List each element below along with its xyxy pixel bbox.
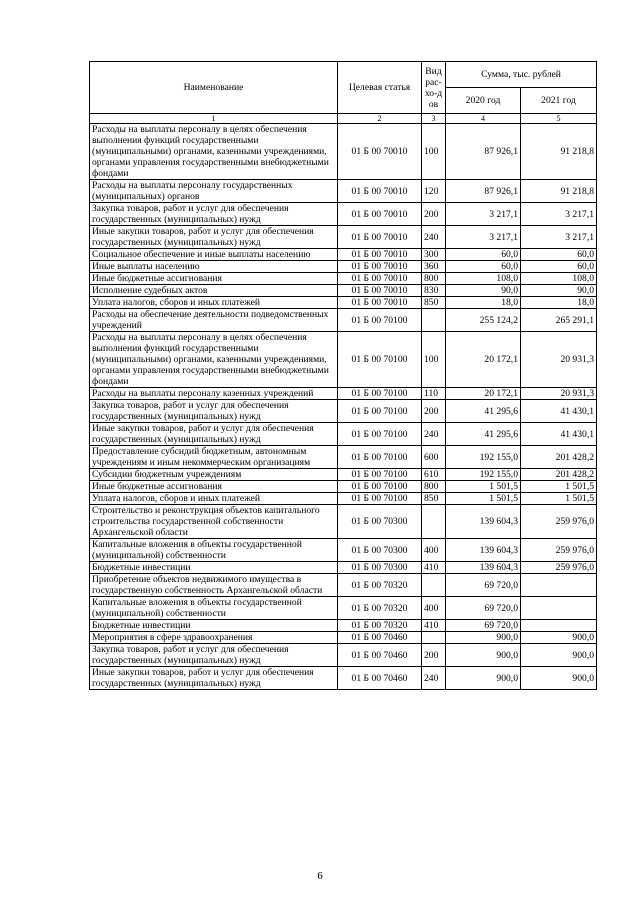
row-amount-2021: 41 430,1 bbox=[521, 423, 597, 446]
row-expense-kind: 850 bbox=[422, 493, 446, 505]
row-amount-2020: 3 217,1 bbox=[446, 203, 521, 226]
row-amount-2020: 1 501,5 bbox=[446, 481, 521, 493]
row-target-article: 01 Б 00 70100 bbox=[338, 388, 422, 400]
row-name: Социальное обеспечение и иные выплаты населению bbox=[90, 249, 338, 261]
row-name: Расходы на выплаты персоналу в целях обеспечения выполнения функций государственными (муниципальными) органами, казенными учреждениями, органами управления государственными внебюджетными фондами bbox=[90, 124, 338, 180]
header-target-article: Целевая статья bbox=[338, 62, 422, 114]
row-amount-2021: 60,0 bbox=[521, 261, 597, 273]
row-amount-2021 bbox=[521, 620, 597, 632]
table-row bbox=[90, 226, 597, 249]
row-name: Расходы на выплаты персоналу казенных учреждений bbox=[90, 388, 338, 400]
row-name: Предоставление субсидий бюджетным, автономным учреждениям и иным некоммерческим организациям bbox=[90, 446, 338, 469]
row-amount-2020: 900,0 bbox=[446, 632, 521, 644]
row-expense-kind: 240 bbox=[422, 667, 446, 690]
row-target-article: 01 Б 00 70010 bbox=[338, 297, 422, 309]
row-target-article: 01 Б 00 70300 bbox=[338, 539, 422, 562]
row-name: Мероприятия в сфере здравоохранения bbox=[90, 632, 338, 644]
row-amount-2020: 108,0 bbox=[446, 273, 521, 285]
table-row bbox=[90, 620, 597, 632]
row-amount-2020: 255 124,2 bbox=[446, 309, 521, 332]
row-expense-kind: 410 bbox=[422, 562, 446, 574]
row-amount-2020: 60,0 bbox=[446, 261, 521, 273]
row-expense-kind: 850 bbox=[422, 297, 446, 309]
header-expense-kind: Вид рас-хо-дов bbox=[422, 62, 446, 114]
row-amount-2021: 259 976,0 bbox=[521, 539, 597, 562]
row-name: Расходы на выплаты персоналу в целях обеспечения выполнения функций государственными (муниципальными) органами, казенными учреждениями, органами управления государственными внебюджетными фондами bbox=[90, 332, 338, 388]
row-amount-2021: 900,0 bbox=[521, 632, 597, 644]
row-expense-kind bbox=[422, 309, 446, 332]
row-amount-2020: 900,0 bbox=[446, 667, 521, 690]
row-name: Иные бюджетные ассигнования bbox=[90, 481, 338, 493]
table-row bbox=[90, 203, 597, 226]
row-expense-kind: 240 bbox=[422, 423, 446, 446]
row-expense-kind bbox=[422, 632, 446, 644]
row-expense-kind: 120 bbox=[422, 180, 446, 203]
row-amount-2021: 265 291,1 bbox=[521, 309, 597, 332]
row-amount-2020: 139 604,3 bbox=[446, 505, 521, 539]
row-amount-2020: 18,0 bbox=[446, 297, 521, 309]
row-amount-2020: 69 720,0 bbox=[446, 597, 521, 620]
row-amount-2021: 60,0 bbox=[521, 249, 597, 261]
row-target-article: 01 Б 00 70010 bbox=[338, 261, 422, 273]
column-index: 1 bbox=[90, 114, 338, 124]
table-row bbox=[90, 297, 597, 309]
row-expense-kind: 360 bbox=[422, 261, 446, 273]
row-target-article: 01 Б 00 70100 bbox=[338, 400, 422, 423]
row-expense-kind: 400 bbox=[422, 597, 446, 620]
row-name: Закупка товаров, работ и услуг для обеспечения государственных (муниципальных) нужд bbox=[90, 203, 338, 226]
row-name: Капитальные вложения в объекты государственной (муниципальной) собственности bbox=[90, 539, 338, 562]
row-expense-kind: 200 bbox=[422, 644, 446, 667]
row-name: Капитальные вложения в объекты государственной (муниципальной) собственности bbox=[90, 597, 338, 620]
row-amount-2020: 90,0 bbox=[446, 285, 521, 297]
row-target-article: 01 Б 00 70320 bbox=[338, 597, 422, 620]
row-target-article: 01 Б 00 70100 bbox=[338, 332, 422, 388]
table-row bbox=[90, 388, 597, 400]
row-amount-2021: 20 931,3 bbox=[521, 388, 597, 400]
row-amount-2020: 192 155,0 bbox=[446, 446, 521, 469]
row-amount-2021: 108,0 bbox=[521, 273, 597, 285]
row-amount-2020: 192 155,0 bbox=[446, 469, 521, 481]
row-name: Закупка товаров, работ и услуг для обеспечения государственных (муниципальных) нужд bbox=[90, 400, 338, 423]
row-amount-2020: 139 604,3 bbox=[446, 562, 521, 574]
row-amount-2021: 20 931,3 bbox=[521, 332, 597, 388]
row-amount-2020: 41 295,6 bbox=[446, 423, 521, 446]
row-amount-2020: 3 217,1 bbox=[446, 226, 521, 249]
table-row bbox=[90, 249, 597, 261]
table-row bbox=[90, 400, 597, 423]
row-expense-kind: 110 bbox=[422, 388, 446, 400]
row-name: Иные закупки товаров, работ и услуг для обеспечения государственных (муниципальных) нужд bbox=[90, 226, 338, 249]
column-index: 3 bbox=[422, 114, 446, 124]
row-target-article: 01 Б 00 70010 bbox=[338, 124, 422, 180]
row-amount-2021: 259 976,0 bbox=[521, 505, 597, 539]
table-row bbox=[90, 124, 597, 180]
row-expense-kind: 100 bbox=[422, 332, 446, 388]
table-row bbox=[90, 332, 597, 388]
row-target-article: 01 Б 00 70100 bbox=[338, 493, 422, 505]
row-expense-kind: 800 bbox=[422, 481, 446, 493]
row-expense-kind: 100 bbox=[422, 124, 446, 180]
table-row bbox=[90, 632, 597, 644]
header-year-2021: 2021 год bbox=[521, 88, 597, 114]
row-target-article: 01 Б 00 70300 bbox=[338, 505, 422, 539]
row-amount-2020: 20 172,1 bbox=[446, 332, 521, 388]
row-expense-kind: 200 bbox=[422, 400, 446, 423]
row-amount-2020: 1 501,5 bbox=[446, 493, 521, 505]
row-expense-kind: 610 bbox=[422, 469, 446, 481]
row-target-article: 01 Б 00 70100 bbox=[338, 423, 422, 446]
row-name: Иные закупки товаров, работ и услуг для обеспечения государственных (муниципальных) нужд bbox=[90, 667, 338, 690]
row-target-article: 01 Б 00 70100 bbox=[338, 309, 422, 332]
column-index: 2 bbox=[338, 114, 422, 124]
column-index: 5 bbox=[521, 114, 597, 124]
row-target-article: 01 Б 00 70300 bbox=[338, 562, 422, 574]
row-amount-2020: 60,0 bbox=[446, 249, 521, 261]
row-target-article: 01 Б 00 70320 bbox=[338, 574, 422, 597]
table-row bbox=[90, 539, 597, 562]
row-name: Уплата налогов, сборов и иных платежей bbox=[90, 297, 338, 309]
row-target-article: 01 Б 00 70010 bbox=[338, 273, 422, 285]
row-expense-kind bbox=[422, 505, 446, 539]
row-name: Расходы на обеспечение деятельности подведомственных учреждений bbox=[90, 309, 338, 332]
table-row bbox=[90, 309, 597, 332]
row-expense-kind: 200 bbox=[422, 203, 446, 226]
row-expense-kind: 830 bbox=[422, 285, 446, 297]
row-expense-kind bbox=[422, 574, 446, 597]
row-expense-kind: 300 bbox=[422, 249, 446, 261]
row-amount-2021: 41 430,1 bbox=[521, 400, 597, 423]
row-amount-2021: 3 217,1 bbox=[521, 226, 597, 249]
row-amount-2021: 900,0 bbox=[521, 644, 597, 667]
header-year-2020: 2020 год bbox=[446, 88, 521, 114]
table-row bbox=[90, 423, 597, 446]
row-target-article: 01 Б 00 70460 bbox=[338, 632, 422, 644]
row-target-article: 01 Б 00 70010 bbox=[338, 203, 422, 226]
row-name: Иные бюджетные ассигнования bbox=[90, 273, 338, 285]
table-row bbox=[90, 273, 597, 285]
table-row bbox=[90, 597, 597, 620]
table-row bbox=[90, 574, 597, 597]
table-row bbox=[90, 493, 597, 505]
row-amount-2021: 91 218,8 bbox=[521, 124, 597, 180]
row-target-article: 01 Б 00 70010 bbox=[338, 226, 422, 249]
row-name: Расходы на выплаты персоналу государственных (муниципальных) органов bbox=[90, 180, 338, 203]
table-row bbox=[90, 285, 597, 297]
row-amount-2020: 69 720,0 bbox=[446, 574, 521, 597]
header-name: Наименование bbox=[90, 62, 338, 114]
row-name: Бюджетные инвестиции bbox=[90, 620, 338, 632]
row-amount-2021: 201 428,2 bbox=[521, 469, 597, 481]
row-amount-2021: 18,0 bbox=[521, 297, 597, 309]
row-name: Приобретение объектов недвижимого имущества в государственную собственность Архангельской области bbox=[90, 574, 338, 597]
row-expense-kind: 800 bbox=[422, 273, 446, 285]
row-expense-kind: 600 bbox=[422, 446, 446, 469]
row-target-article: 01 Б 00 70100 bbox=[338, 469, 422, 481]
row-amount-2020: 87 926,1 bbox=[446, 124, 521, 180]
row-amount-2020: 87 926,1 bbox=[446, 180, 521, 203]
row-amount-2021: 1 501,5 bbox=[521, 481, 597, 493]
budget-table-body bbox=[90, 124, 597, 690]
row-target-article: 01 Б 00 70010 bbox=[338, 249, 422, 261]
row-name: Строительство и реконструкция объектов капитального строительства государственной собственности Архангельской области bbox=[90, 505, 338, 539]
row-amount-2020: 69 720,0 bbox=[446, 620, 521, 632]
table-row bbox=[90, 667, 597, 690]
row-target-article: 01 Б 00 70460 bbox=[338, 667, 422, 690]
header-sum: Сумма, тыс. рублей bbox=[446, 62, 597, 88]
table-row bbox=[90, 481, 597, 493]
row-target-article: 01 Б 00 70320 bbox=[338, 620, 422, 632]
page-number: 6 bbox=[317, 870, 323, 882]
row-name: Исполнение судебных актов bbox=[90, 285, 338, 297]
row-amount-2020: 41 295,6 bbox=[446, 400, 521, 423]
row-expense-kind: 240 bbox=[422, 226, 446, 249]
row-amount-2020: 20 172,1 bbox=[446, 388, 521, 400]
row-amount-2021: 201 428,2 bbox=[521, 446, 597, 469]
row-expense-kind: 400 bbox=[422, 539, 446, 562]
row-name: Закупка товаров, работ и услуг для обеспечения государственных (муниципальных) нужд bbox=[90, 644, 338, 667]
row-amount-2021 bbox=[521, 597, 597, 620]
column-index: 4 bbox=[446, 114, 521, 124]
row-name: Субсидии бюджетным учреждениям bbox=[90, 469, 338, 481]
row-target-article: 01 Б 00 70460 bbox=[338, 644, 422, 667]
row-amount-2020: 900,0 bbox=[446, 644, 521, 667]
row-target-article: 01 Б 00 70100 bbox=[338, 481, 422, 493]
row-target-article: 01 Б 00 70100 bbox=[338, 446, 422, 469]
table-row bbox=[90, 562, 597, 574]
table-row bbox=[90, 469, 597, 481]
row-amount-2021: 1 501,5 bbox=[521, 493, 597, 505]
row-amount-2021: 90,0 bbox=[521, 285, 597, 297]
table-row bbox=[90, 180, 597, 203]
row-expense-kind: 410 bbox=[422, 620, 446, 632]
table-row bbox=[90, 446, 597, 469]
row-amount-2020: 139 604,3 bbox=[446, 539, 521, 562]
table-row bbox=[90, 261, 597, 273]
row-target-article: 01 Б 00 70010 bbox=[338, 285, 422, 297]
row-amount-2021 bbox=[521, 574, 597, 597]
column-index-row bbox=[90, 114, 597, 124]
table-row bbox=[90, 644, 597, 667]
table-row bbox=[90, 505, 597, 539]
row-name: Уплата налогов, сборов и иных платежей bbox=[90, 493, 338, 505]
row-name: Иные выплаты населению bbox=[90, 261, 338, 273]
budget-table bbox=[89, 61, 597, 690]
row-name: Иные закупки товаров, работ и услуг для обеспечения государственных (муниципальных) нужд bbox=[90, 423, 338, 446]
row-amount-2021: 259 976,0 bbox=[521, 562, 597, 574]
row-amount-2021: 3 217,1 bbox=[521, 203, 597, 226]
row-amount-2021: 91 218,8 bbox=[521, 180, 597, 203]
row-name: Бюджетные инвестиции bbox=[90, 562, 338, 574]
row-target-article: 01 Б 00 70010 bbox=[338, 180, 422, 203]
row-amount-2021: 900,0 bbox=[521, 667, 597, 690]
